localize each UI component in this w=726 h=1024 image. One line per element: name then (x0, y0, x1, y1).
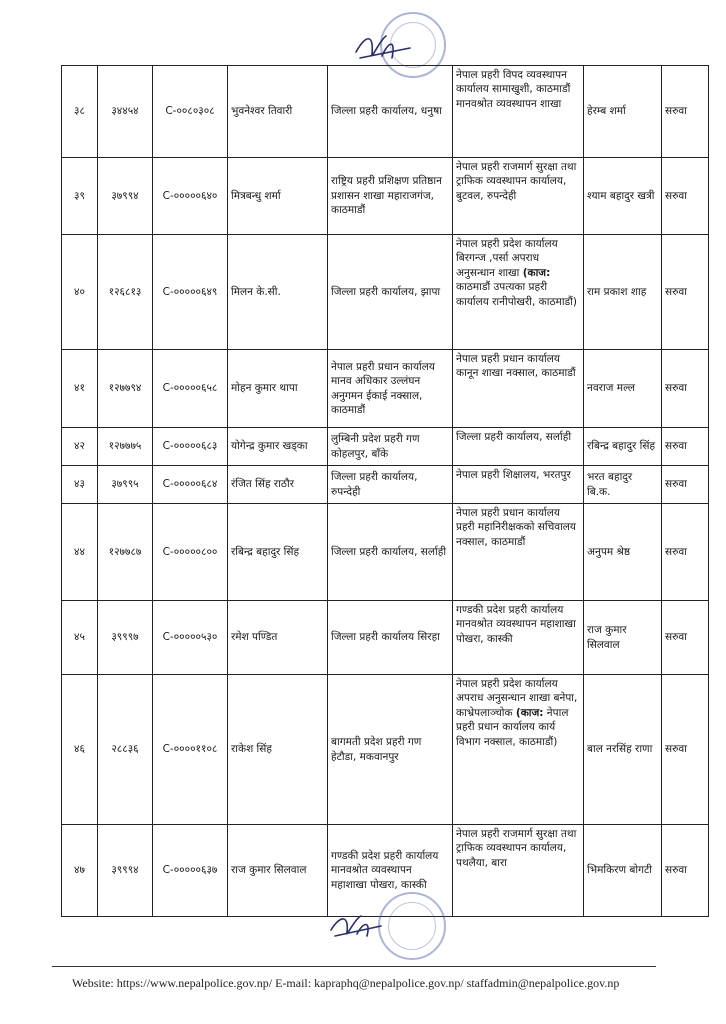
new-office-text: नेपाल प्रहरी प्रदेश कार्यालय अपराध अनुसन्धान शाखा बनेपा, काभ्रेपलाञ्चोक (456, 678, 578, 719)
new-office (453, 66, 584, 158)
new-office (453, 504, 584, 601)
new-office-text: नेपाल प्रहरी प्रदेश कार्यालय बिरगन्ज ,पर्सा अपराध अनुसन्धान शाखा (456, 238, 558, 279)
approver-name: भिमकिरण बोगटी (584, 825, 662, 917)
action-type: सरुवा (662, 350, 709, 428)
deputation-note: (काज: नेपाल प्रहरी प्रधान कार्यालय कार्य विभाग नक्साल, काठमाडौं) (456, 706, 569, 748)
current-office: लुम्बिनी प्रदेश प्रहरी गण कोहलपुर, बाँके (328, 428, 453, 466)
transfer-table (61, 65, 709, 917)
current-office: जिल्ला प्रहरी कार्यालय, सर्लाही (328, 504, 453, 601)
staff-code: C-०००००६३७ (153, 825, 228, 917)
new-office (453, 675, 584, 825)
serial-number: ४७ (62, 825, 98, 917)
employee-id: २८८३६ (98, 675, 153, 825)
employee-id: १२७७७५ (98, 428, 153, 466)
new-office (453, 235, 584, 350)
table-row (62, 235, 709, 350)
employee-name: मोहन कुमार थापा (228, 350, 328, 428)
staff-code: C-००००११०८ (153, 675, 228, 825)
new-office (453, 825, 584, 917)
new-office (453, 350, 584, 428)
new-office (453, 466, 584, 504)
employee-id: १२७७९४ (98, 350, 153, 428)
handwritten-signature-icon (352, 30, 414, 64)
deputation-note: (काज: काठमाडौं उपत्यका प्रहरी कार्यालय रानीपोखरी, काठमाडौं) (456, 266, 577, 308)
current-office: जिल्ला प्रहरी कार्यालय, झापा (328, 235, 453, 350)
approver-name: अनुपम श्रेष्ठ (584, 504, 662, 601)
serial-number: ४४ (62, 504, 98, 601)
staff-code: C-०००००५३० (153, 601, 228, 675)
staff-code: C-०००००६४० (153, 158, 228, 235)
table-row (62, 66, 709, 158)
current-office: जिल्ला प्रहरी कार्यालय, धनुषा (328, 66, 453, 158)
new-office-text: नेपाल प्रहरी प्रधान कार्यालय प्रहरी महानिरीक्षकको सचिवालय नक्साल, काठमाडौं (456, 507, 577, 548)
staff-code: C-०००००६५८ (153, 350, 228, 428)
new-office-text: नेपाल प्रहरी राजमार्ग सुरक्षा तथा ट्राफिक व्यवस्थापन कार्यालय, बुटवल, रुपन्देही (456, 161, 577, 202)
approver-name: भरत बहादुर बि.क. (584, 466, 662, 504)
approver-name: राम प्रकाश शाह (584, 235, 662, 350)
official-seal-icon (378, 892, 446, 960)
serial-number: ३८ (62, 66, 98, 158)
current-office: जिल्ला प्रहरी कार्यालय सिरहा (328, 601, 453, 675)
employee-id: ३७९९४ (98, 158, 153, 235)
action-type: सरुवा (662, 675, 709, 825)
action-type: सरुवा (662, 428, 709, 466)
employee-id: ३९९९४ (98, 825, 153, 917)
new-office (453, 428, 584, 466)
new-office-text: गण्डकी प्रदेश प्रहरी कार्यालय मानवश्रोत व्यवस्थापन महाशाखा पोखरा, कास्की (456, 604, 576, 645)
employee-name: राज कुमार सिलवाल (228, 825, 328, 917)
action-type: सरुवा (662, 158, 709, 235)
handwritten-signature-icon (325, 910, 385, 942)
action-type: सरुवा (662, 601, 709, 675)
approver-name: बाल नरसिंह राणा (584, 675, 662, 825)
serial-number: ४५ (62, 601, 98, 675)
new-office-text: नेपाल प्रहरी विपद व्यवस्थापन कार्यालय सामाखुशी, काठमाडौं मानवश्रोत व्यवस्थापन शाखा (456, 69, 571, 110)
current-office: राष्ट्रिय प्रहरी प्रशिक्षण प्रतिष्ठान प्रशासन शाखा महाराजगंज, काठमाडौं (328, 158, 453, 235)
employee-id: ३९९९७ (98, 601, 153, 675)
approver-name: राज कुमार सिलवाल (584, 601, 662, 675)
staff-code: C-०००००८०० (153, 504, 228, 601)
employee-id: ३४४५४ (98, 66, 153, 158)
serial-number: ४२ (62, 428, 98, 466)
new-office-text: जिल्ला प्रहरी कार्यालय, सर्लाही (456, 431, 572, 443)
employee-id: १२७७८७ (98, 504, 153, 601)
employee-name: रमेश पण्डित (228, 601, 328, 675)
table-row (62, 504, 709, 601)
approver-name: नवराज मल्ल (584, 350, 662, 428)
new-office-text: नेपाल प्रहरी प्रधान कार्यालय कानून शाखा नक्साल, काठमाडौं (456, 353, 576, 380)
employee-name: रंजित सिंह राठौर (228, 466, 328, 504)
staff-code: C-०००००६४९ (153, 235, 228, 350)
employee-name: राकेश सिंह (228, 675, 328, 825)
footer-contact: Website: https://www.nepalpolice.gov.np/ E-mail: kapraphq@nepalpolice.gov.np/ staffadmin@nepalpolice.gov.np (72, 976, 620, 990)
table-row (62, 601, 709, 675)
current-office: बागमती प्रदेश प्रहरी गण हेटौडा, मकवानपुर (328, 675, 453, 825)
current-office: जिल्ला प्रहरी कार्यालय, रुपन्देही (328, 466, 453, 504)
employee-id: ३७९९५ (98, 466, 153, 504)
table-row (62, 158, 709, 235)
action-type: सरुवा (662, 466, 709, 504)
current-office: गण्डकी प्रदेश प्रहरी कार्यालय मानवश्रोत व्यवस्थापन महाशाखा पोखरा, कास्की (328, 825, 453, 917)
employee-name: मित्रबन्धु शर्मा (228, 158, 328, 235)
approver-name: हेरम्ब शर्मा (584, 66, 662, 158)
footer-divider (52, 966, 656, 967)
table-row (62, 350, 709, 428)
serial-number: ४६ (62, 675, 98, 825)
action-type: सरुवा (662, 825, 709, 917)
table-row (62, 466, 709, 504)
action-type: सरुवा (662, 504, 709, 601)
table-row (62, 428, 709, 466)
employee-name: भुवनेश्वर तिवारी (228, 66, 328, 158)
employee-id: १२६८१३ (98, 235, 153, 350)
employee-name: योगेन्द्र कुमार खड्का (228, 428, 328, 466)
employee-name: मिलन के.सी. (228, 235, 328, 350)
staff-code: C-०००००६८४ (153, 466, 228, 504)
serial-number: ४१ (62, 350, 98, 428)
table-row (62, 675, 709, 825)
approver-name: रबिन्द्र बहादुर सिंह (584, 428, 662, 466)
table-row (62, 825, 709, 917)
serial-number: ४० (62, 235, 98, 350)
serial-number: ३९ (62, 158, 98, 235)
employee-name: रबिन्द्र बहादुर सिंह (228, 504, 328, 601)
action-type: सरुवा (662, 66, 709, 158)
new-office-text: नेपाल प्रहरी राजमार्ग सुरक्षा तथा ट्राफिक व्यवस्थापन कार्यालय, पथलैया, बारा (456, 828, 577, 869)
current-office: नेपाल प्रहरी प्रधान कार्यालय मानव अधिकार उल्लंघन अनुगमन ईकाई नक्साल, काठमाडौं (328, 350, 453, 428)
new-office (453, 158, 584, 235)
action-type: सरुवा (662, 235, 709, 350)
table-body (62, 66, 709, 917)
new-office-text: नेपाल प्रहरी शिक्षालय, भरतपुर (456, 469, 571, 481)
serial-number: ४३ (62, 466, 98, 504)
staff-code: C-००८०३०८ (153, 66, 228, 158)
approver-name: श्याम बहादुर खत्री (584, 158, 662, 235)
staff-code: C-०००००६८३ (153, 428, 228, 466)
new-office (453, 601, 584, 675)
